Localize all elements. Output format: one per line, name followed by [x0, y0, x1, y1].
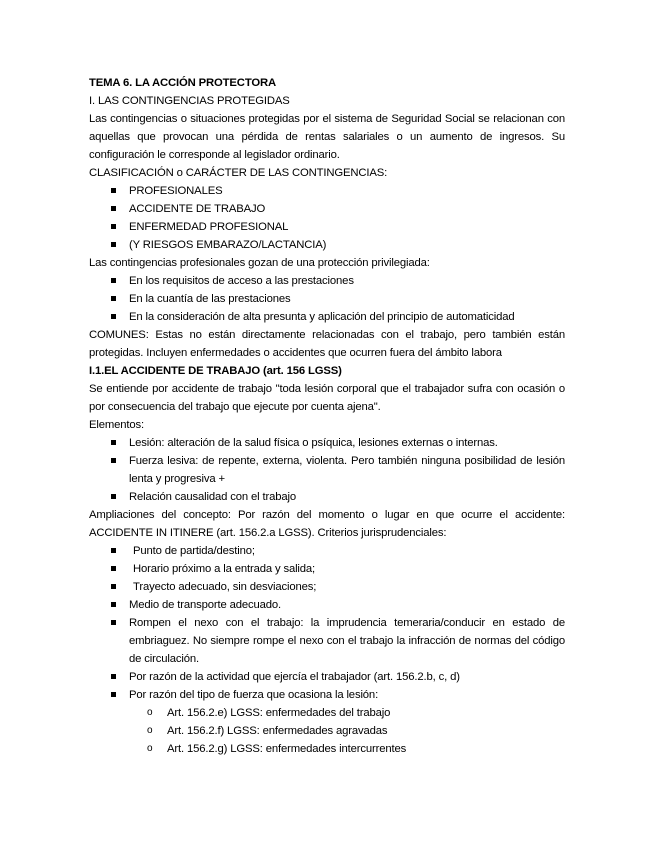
ampliaciones-paragraph: Ampliaciones del concepto: Por razón del momento o lugar en que ocurre el accidente: ACCIDENTE IN ITINERE (art. 156.2.a LGSS). Criterios jurisprudenciales:: [89, 509, 565, 539]
bullet-icon: [111, 278, 116, 283]
elementos-heading: Elementos:: [89, 419, 145, 431]
bullet-icon: [111, 494, 116, 499]
list-item: Punto de partida/destino;: [89, 542, 565, 560]
bullet-icon: [111, 296, 116, 301]
list-item: ACCIDENTE DE TRABAJO: [89, 200, 565, 218]
bullet-icon: [111, 314, 116, 319]
list-item: En la cuantía de las prestaciones: [89, 290, 565, 308]
bullet-icon: [111, 620, 116, 625]
profesionales-intro: Las contingencias profesionales gozan de una protección privilegiada:: [89, 257, 430, 269]
bullet-icon: [111, 584, 116, 589]
circle-bullet-icon: o: [147, 743, 153, 754]
list-item: Horario próximo a la entrada y salida;: [89, 560, 565, 578]
bullet-icon: [111, 458, 116, 463]
list-item: Por razón del tipo de fuerza que ocasiona la lesión:: [89, 686, 565, 704]
bullet-icon: [111, 224, 116, 229]
bullet-icon: [111, 440, 116, 445]
bullet-icon: [111, 548, 116, 553]
sublist-item: o Art. 156.2.f) LGSS: enfermedades agravadas: [89, 722, 565, 740]
intro-paragraph: Las contingencias o situaciones protegidas por el sistema de Seguridad Social se relacionan con aquellas que provocan una pérdida de rentas salariales o un aumento de ingresos. Su configuración le corresponde al legislador ordinario.: [89, 113, 565, 161]
profesionales-list: [89, 272, 565, 326]
clasificacion-heading: CLASIFICACIÓN o CARÁCTER DE LAS CONTINGENCIAS:: [89, 167, 388, 179]
list-item: Medio de transporte adecuado.: [89, 596, 565, 614]
bullet-icon: [111, 566, 116, 571]
page-title: TEMA 6. LA ACCIÓN PROTECTORA: [89, 77, 277, 89]
list-item: Por razón de la actividad que ejercía el trabajador (art. 156.2.b, c, d): [89, 668, 565, 686]
list-item: Rompen el nexo con el trabajo: la imprudencia temeraria/conducir en estado de embriaguez. No siempre rompe el nexo con el trabajo la infracción de normas del código de circulación.: [89, 614, 565, 668]
bullet-icon: [111, 242, 116, 247]
definicion-paragraph: Se entiende por accidente de trabajo "toda lesión corporal que el trabajador sufra con ocasión o por consecuencia del trabajo que ejecute por cuenta ajena".: [89, 383, 565, 413]
list-item: En los requisitos de acceso a las prestaciones: [89, 272, 565, 290]
comunes-paragraph: COMUNES: Estas no están directamente relacionadas con el trabajo, pero también están protegidas. Incluyen enfermedades o accidentes que ocurren fuera del ámbito labora: [89, 329, 565, 359]
bullet-icon: [111, 188, 116, 193]
sublist-item: o Art. 156.2.e) LGSS: enfermedades del trabajo: [89, 704, 565, 722]
elementos-list: [89, 434, 565, 506]
circle-bullet-icon: o: [147, 707, 153, 718]
clasificacion-list: [89, 182, 565, 254]
list-item: (Y RIESGOS EMBARAZO/LACTANCIA): [89, 236, 565, 254]
circle-bullet-icon: o: [147, 725, 153, 736]
sublist-item: o Art. 156.2.g) LGSS: enfermedades intercurrentes: [89, 740, 565, 758]
section-heading-contingencias: I. LAS CONTINGENCIAS PROTEGIDAS: [89, 95, 290, 107]
list-item: ENFERMEDAD PROFESIONAL: [89, 218, 565, 236]
bullet-icon: [111, 206, 116, 211]
list-item: Fuerza lesiva: de repente, externa, violenta. Pero también ninguna posibilidad de lesión lenta y progresiva +: [89, 452, 565, 488]
document-page: [89, 74, 565, 758]
list-item: Trayecto adecuado, sin desviaciones;: [89, 578, 565, 596]
list-item: Lesión: alteración de la salud física o psíquica, lesiones externas o internas.: [89, 434, 565, 452]
itinere-list: [89, 542, 565, 704]
fuerza-sublist: [89, 704, 565, 758]
list-item: En la consideración de alta presunta y aplicación del principio de automaticidad: [89, 308, 565, 326]
bullet-icon: [111, 692, 116, 697]
section-heading-accidente: I.1.EL ACCIDENTE DE TRABAJO (art. 156 LGSS): [89, 365, 342, 377]
list-item: PROFESIONALES: [89, 182, 565, 200]
list-item: Relación causalidad con el trabajo: [89, 488, 565, 506]
bullet-icon: [111, 602, 116, 607]
bullet-icon: [111, 674, 116, 679]
